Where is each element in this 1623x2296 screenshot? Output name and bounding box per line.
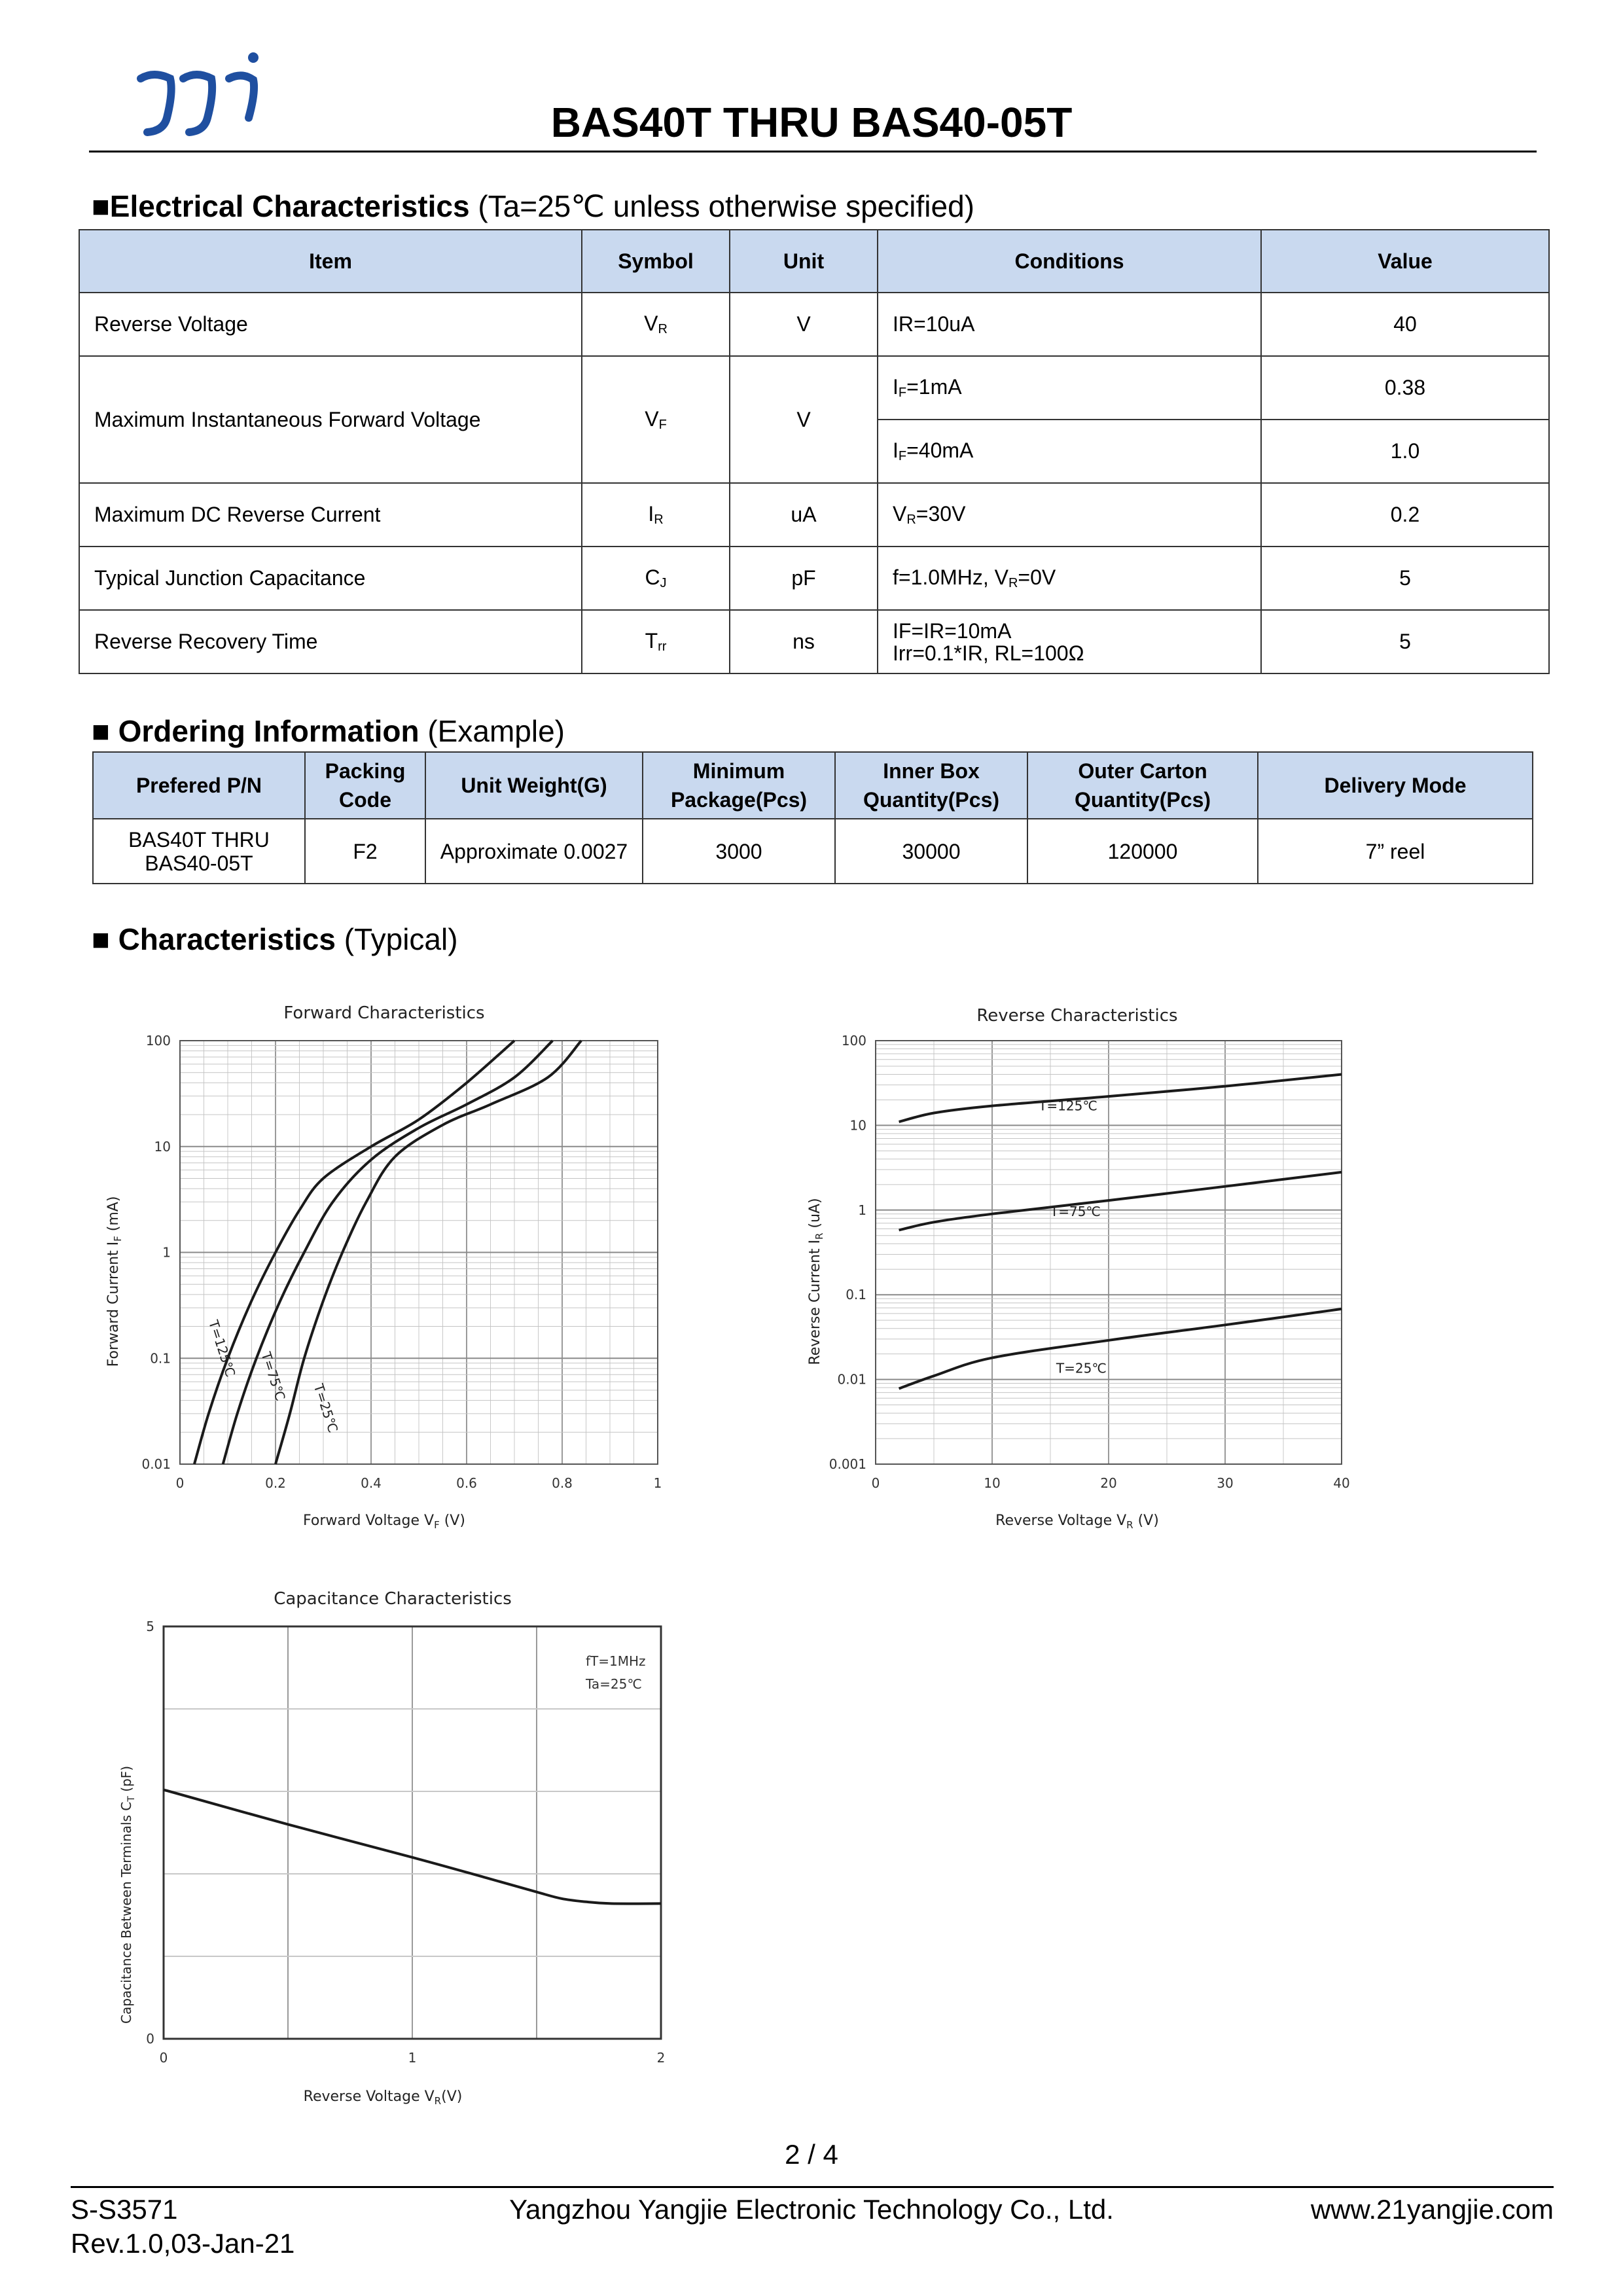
x-tick-label: 0.6 <box>456 1475 477 1491</box>
conditions-cell: $I_F=40mA$ <box>878 420 1261 483</box>
inner-box-cell: 30000 <box>835 819 1027 884</box>
unit-cell: V <box>730 356 878 483</box>
value-cell: 5 <box>1261 547 1549 610</box>
table-row <box>79 483 1549 547</box>
symbol-cell: $T_{rr}$ <box>582 610 730 673</box>
column-header: Packing Code <box>305 752 425 819</box>
x-tick-label: 2 <box>656 2050 666 2066</box>
y-tick-label: 100 <box>841 1033 866 1049</box>
ordering-information-table <box>92 751 1533 884</box>
x-axis-label: Forward Voltage $V_F$ (V) <box>303 1513 465 1531</box>
column-header: Symbol <box>582 230 730 293</box>
column-header: Inner Box Quantity(Pcs) <box>835 752 1027 819</box>
y-tick-label: 1 <box>162 1244 171 1261</box>
packing-code-cell: F2 <box>305 819 425 884</box>
series-label: T=75℃ <box>258 1350 289 1403</box>
y-tick-label: 0 <box>146 2031 154 2047</box>
column-header: Conditions <box>878 230 1261 293</box>
series-label: T=25℃ <box>1056 1360 1107 1376</box>
value-cell: 0.38 <box>1261 356 1549 420</box>
electrical-heading: ■Electrical Characteristics (Ta=25℃ unless otherwise specified) <box>92 189 974 223</box>
y-axis-label: Capacitance Between Terminals $C_T$ (pF) <box>118 1765 137 2024</box>
series-label: T=75℃ <box>1050 1203 1101 1219</box>
characteristics-heading: ■ Characteristics (Typical) <box>92 922 458 956</box>
column-header: Unit Weight(G) <box>425 752 643 819</box>
y-tick-label: 5 <box>146 1619 154 1634</box>
x-axis-label: Reverse Voltage $V_R$ (V) <box>995 1513 1159 1531</box>
y-axis-label: Reverse Current $I_R$ (uA) <box>807 1198 825 1365</box>
unit-cell: V <box>730 293 878 356</box>
symbol-cell: $I_R$ <box>582 483 730 547</box>
conditions-cell: $V_R=30V$ <box>878 483 1261 547</box>
symbol-cell: $V_F$ <box>582 356 730 483</box>
ordering-heading: ■ Ordering Information (Example) <box>92 714 565 748</box>
conditions-cell: IR=10uA <box>878 293 1261 356</box>
item-cell: Reverse Voltage <box>79 293 582 356</box>
column-header: Outer Carton Quantity(Pcs) <box>1027 752 1258 819</box>
x-tick-label: 0 <box>175 1475 185 1491</box>
outer-carton-cell: 120000 <box>1027 819 1258 884</box>
conditions-cell: $I_F=1mA$ <box>878 356 1261 420</box>
y-tick-label: 10 <box>849 1117 866 1134</box>
reverse-characteristics-chart <box>798 995 1400 1538</box>
y-tick-label: 0.1 <box>150 1350 171 1367</box>
symbol-cell: $V_R$ <box>582 293 730 356</box>
x-tick-label: 20 <box>1100 1475 1117 1491</box>
website: www.21yangjie.com <box>1310 2194 1554 2225</box>
series-line <box>899 1172 1342 1230</box>
x-tick-label: 0 <box>159 2050 168 2066</box>
table-row <box>93 819 1533 884</box>
conditions-cell: f=1.0MHz, $V_R=0V$ <box>878 547 1261 610</box>
document-number: S-S3571 <box>71 2194 178 2225</box>
series-line <box>899 1309 1342 1389</box>
footer-divider <box>71 2186 1554 2188</box>
chart-annotation: Ta=25℃ <box>586 1676 642 1692</box>
column-header: Unit <box>730 230 878 293</box>
column-header: Value <box>1261 230 1549 293</box>
table-header-row <box>79 230 1549 293</box>
table-row <box>79 547 1549 610</box>
series-label: T=125℃ <box>205 1318 239 1379</box>
x-tick-label: 10 <box>984 1475 1001 1491</box>
y-tick-label: 0.001 <box>829 1456 866 1472</box>
table-row <box>79 610 1549 673</box>
y-tick-label: 0.01 <box>141 1456 171 1472</box>
x-tick-label: 0 <box>871 1475 880 1491</box>
item-cell: Reverse Recovery Time <box>79 610 582 673</box>
y-tick-label: 0.01 <box>837 1371 866 1388</box>
page-number: 2 / 4 <box>785 2139 838 2170</box>
x-tick-label: 0.2 <box>265 1475 286 1491</box>
symbol-cell: $C_J$ <box>582 547 730 610</box>
value-cell: 5 <box>1261 610 1549 673</box>
document-title: BAS40T THRU BAS40-05T <box>550 99 1073 146</box>
y-tick-label: 1 <box>858 1202 866 1218</box>
y-tick-label: 100 <box>145 1033 171 1049</box>
chart-title: Capacitance Characteristics <box>274 1589 512 1609</box>
electrical-characteristics-table <box>79 229 1550 674</box>
delivery-mode-cell: 7” reel <box>1258 819 1533 884</box>
conditions-cell: IF=IR=10mA Irr=0.1*IR, RL=100Ω <box>878 610 1261 673</box>
x-tick-label: 1 <box>653 1475 662 1491</box>
table-row <box>79 293 1549 356</box>
unit-cell: pF <box>730 547 878 610</box>
series-label: T=25℃ <box>310 1382 342 1435</box>
column-header: Item <box>79 230 582 293</box>
item-cell: Maximum Instantaneous Forward Voltage <box>79 356 582 483</box>
value-cell: 0.2 <box>1261 483 1549 547</box>
x-tick-label: 30 <box>1217 1475 1234 1491</box>
x-tick-label: 0.4 <box>361 1475 382 1491</box>
y-axis-label: Forward Current $I_F$ (mA) <box>105 1196 124 1367</box>
part-number-cell: BAS40T THRU BAS40-05T <box>93 819 305 884</box>
chart-annotation: fT=1MHz <box>586 1653 646 1669</box>
unit-weight-cell: Approximate 0.0027 <box>425 819 643 884</box>
chart-title: Forward Characteristics <box>283 1003 485 1023</box>
value-cell: 1.0 <box>1261 420 1549 483</box>
header-divider <box>89 151 1537 152</box>
table-header-row <box>93 752 1533 819</box>
series-line <box>899 1075 1342 1122</box>
forward-characteristics-chart <box>98 995 700 1538</box>
column-header: Minimum Package(Pcs) <box>643 752 835 819</box>
capacitance-characteristics-chart <box>111 1581 713 2117</box>
column-header: Delivery Mode <box>1258 752 1533 819</box>
y-tick-label: 0.1 <box>846 1287 866 1303</box>
unit-cell: uA <box>730 483 878 547</box>
value-cell: 40 <box>1261 293 1549 356</box>
minimum-package-cell: 3000 <box>643 819 835 884</box>
table-row <box>79 356 1549 420</box>
unit-cell: ns <box>730 610 878 673</box>
x-tick-label: 0.8 <box>552 1475 573 1491</box>
chart-title: Reverse Characteristics <box>976 1006 1178 1026</box>
item-cell: Maximum DC Reverse Current <box>79 483 582 547</box>
x-axis-label: Reverse Voltage $V_R(V)$ <box>303 2089 463 2107</box>
revision-info: Rev.1.0,03-Jan-21 <box>71 2228 295 2259</box>
x-tick-label: 40 <box>1333 1475 1350 1491</box>
series-label: T=125℃ <box>1039 1098 1097 1114</box>
column-header: Prefered P/N <box>93 752 305 819</box>
y-tick-label: 10 <box>154 1138 171 1155</box>
company-name: Yangzhou Yangjie Electronic Technology Co., Ltd. <box>509 2194 1114 2225</box>
item-cell: Typical Junction Capacitance <box>79 547 582 610</box>
x-tick-label: 1 <box>408 2050 417 2066</box>
